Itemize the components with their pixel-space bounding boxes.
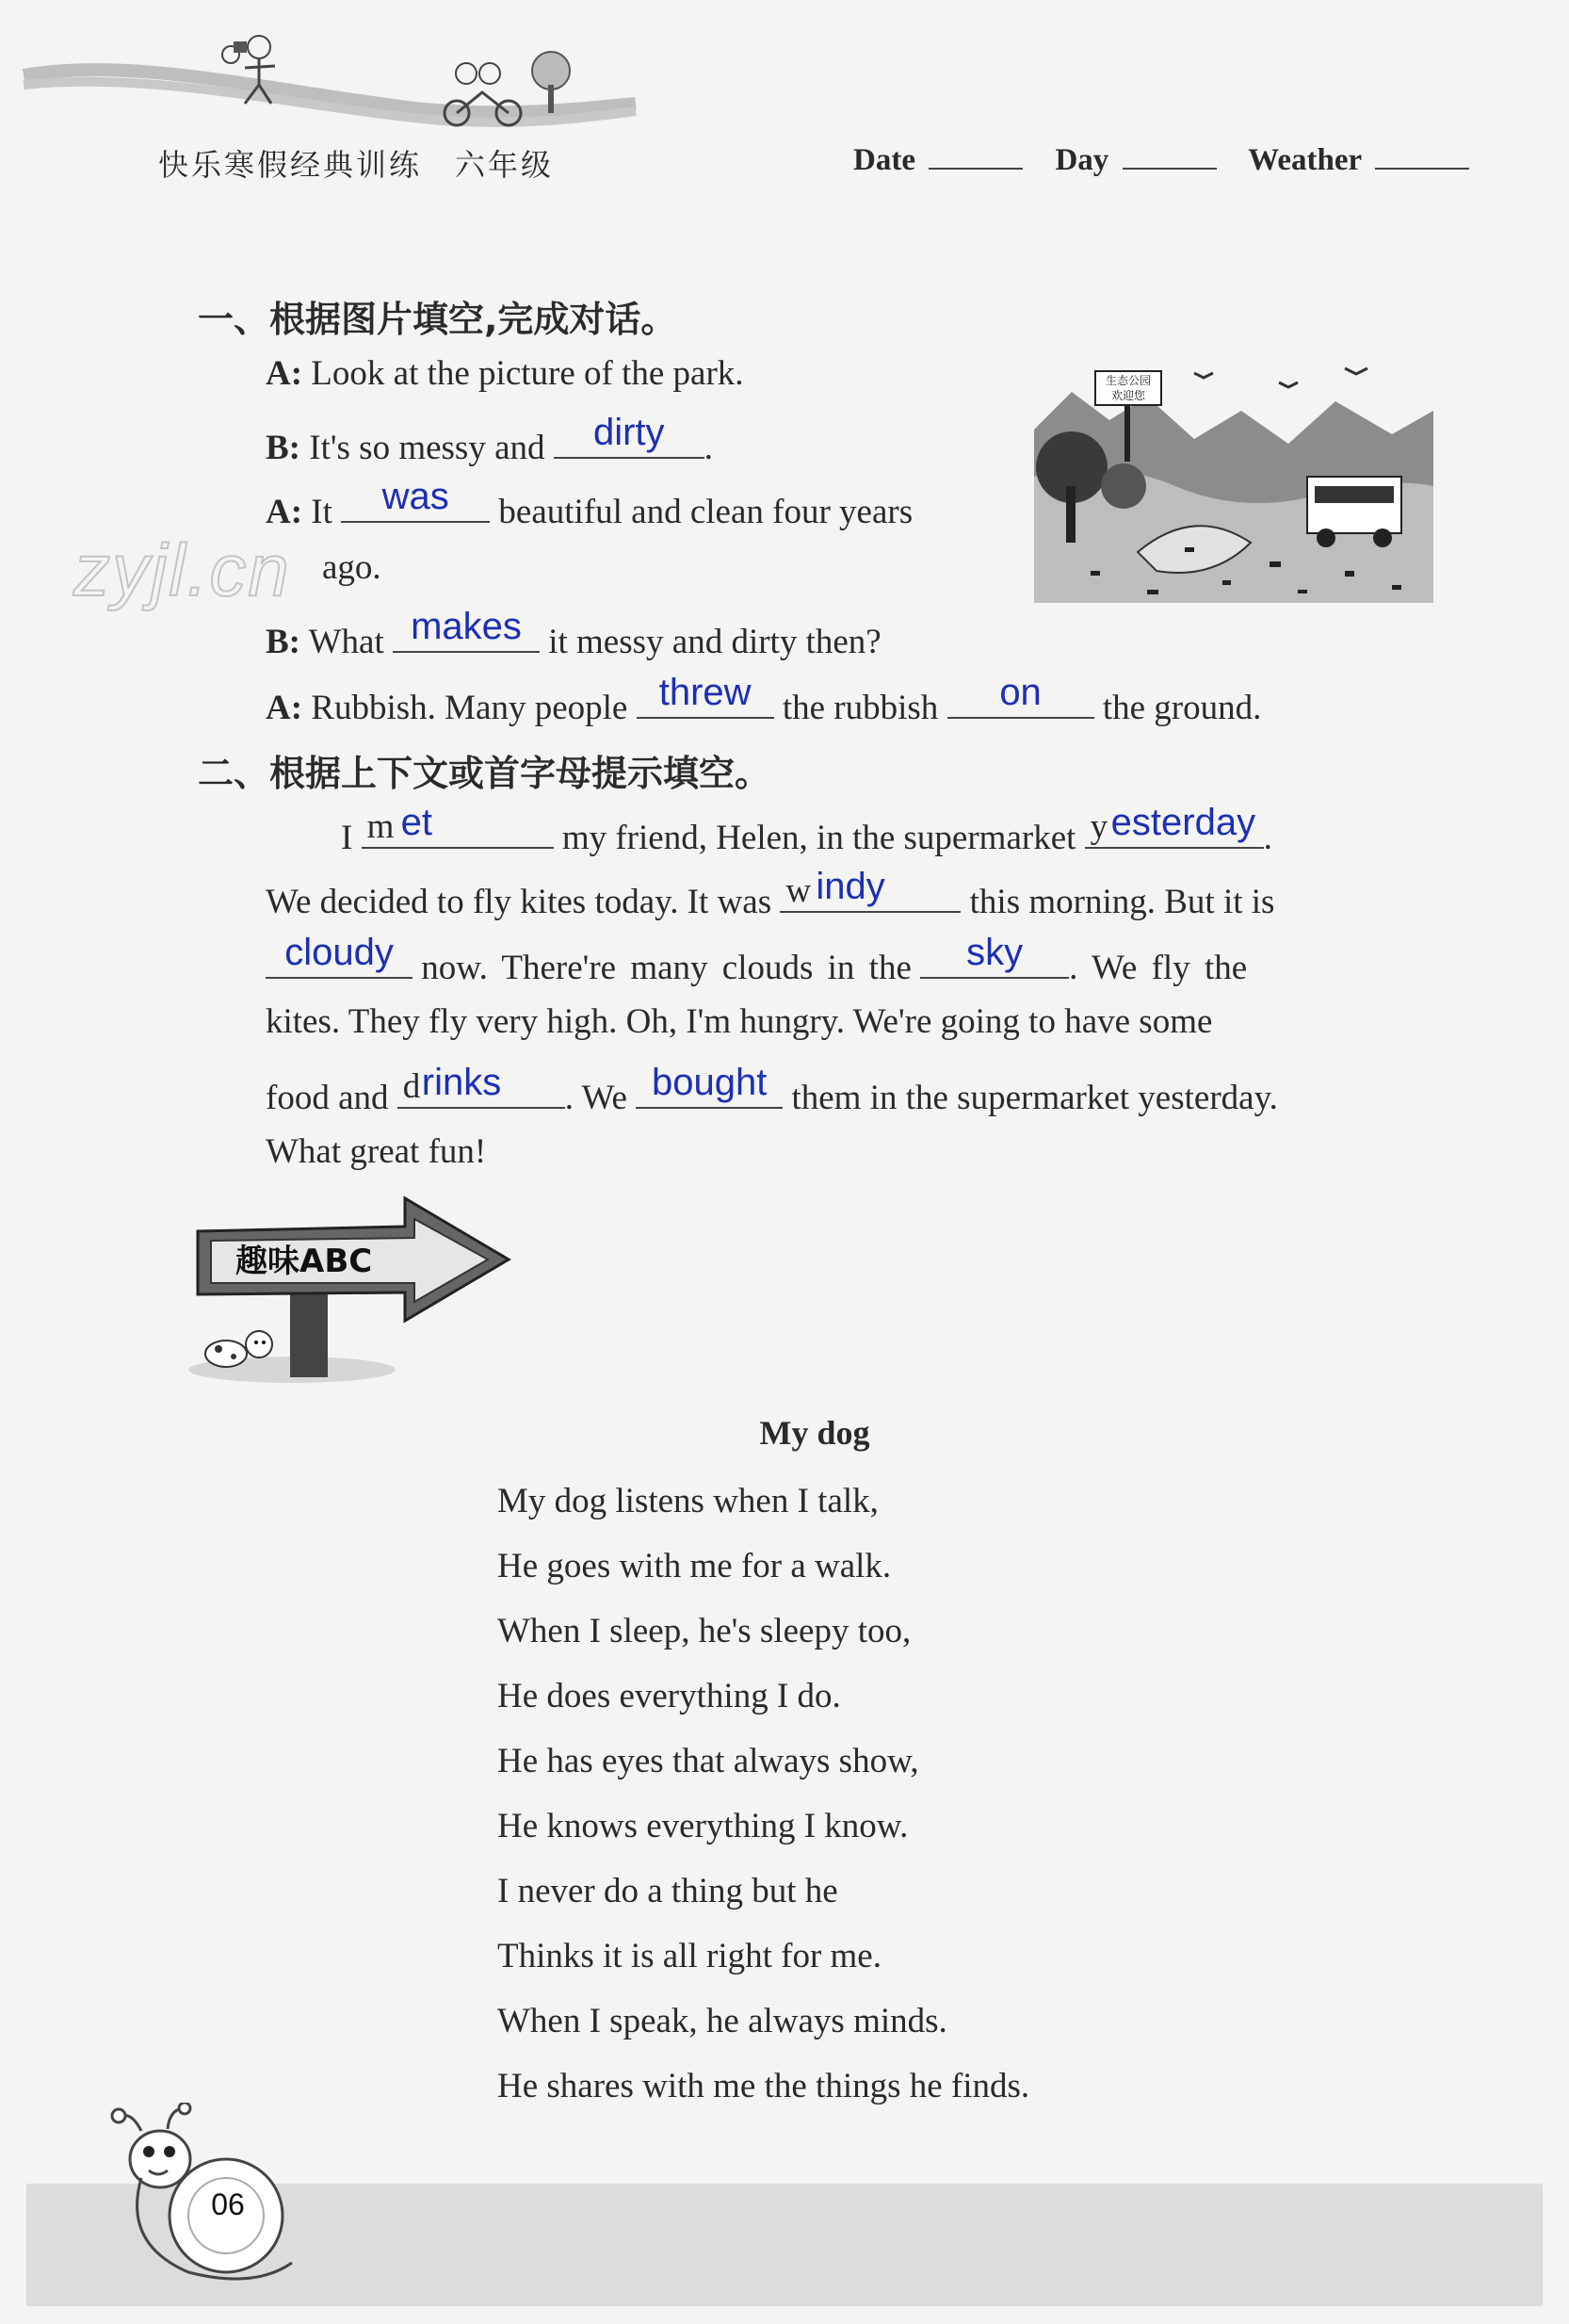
- passage-line-4: kites. They fly very high. Oh, I'm hungry. We're going to have some: [266, 1002, 1213, 1041]
- answer-blank[interactable]: [947, 671, 1094, 719]
- answer-blank[interactable]: [554, 411, 704, 459]
- dialogue-text: beautiful and clean four years: [498, 492, 914, 531]
- fun-abc-label: 趣味ABC: [235, 1243, 373, 1280]
- page-number: 06: [211, 2187, 245, 2221]
- answer-text: dirty: [592, 411, 665, 453]
- poem-line: When I sleep, he's sleepy too,: [497, 1612, 912, 1650]
- speaker: A:: [266, 354, 303, 393]
- fun-abc-signpost: [188, 1189, 518, 1387]
- hint-letter: w: [785, 870, 812, 910]
- dialogue-line-1: [266, 356, 744, 391]
- passage-text: them in the supermarket yesterday.: [791, 1078, 1278, 1117]
- answer-text: indy: [816, 865, 885, 907]
- header-illustration: [19, 19, 640, 151]
- dialogue-text: .: [704, 428, 713, 467]
- hint-letter: m: [366, 806, 395, 846]
- answer-text: rinks: [421, 1061, 502, 1103]
- dialogue-text: It: [311, 492, 332, 531]
- dialogue-text: Look at the picture of the park.: [311, 354, 744, 393]
- answer-text: cloudy: [284, 931, 394, 973]
- park-sign-line2: 欢迎您: [1110, 389, 1146, 402]
- passage-line-3: [266, 931, 1248, 987]
- passage-text: this morning. But it is: [969, 882, 1275, 921]
- header-fields: [853, 141, 1469, 178]
- answer-blank[interactable]: [636, 1061, 783, 1109]
- weather-label: Weather: [1248, 143, 1362, 177]
- passage-text: .: [1263, 818, 1272, 857]
- dialogue-text: It's so messy and: [309, 428, 545, 467]
- poem-line: He goes with me for a walk.: [497, 1547, 892, 1585]
- passage-line-6: What great fun!: [266, 1132, 487, 1171]
- weather-field: [1375, 141, 1469, 170]
- passage-text: . We: [564, 1078, 627, 1117]
- watermark: zyjl.cn: [73, 528, 291, 611]
- poem-line: He shares with me the things he finds.: [497, 2067, 1030, 2105]
- poem-line: I never do a thing but he: [497, 1872, 838, 1910]
- poem-line: He has eyes that always show,: [497, 1742, 919, 1780]
- dialogue-line-4: [266, 605, 882, 661]
- answer-text: esterday: [1110, 801, 1256, 843]
- answer-text: sky: [966, 931, 1024, 973]
- answer-text: et: [400, 801, 432, 843]
- poem-line: He knows everything I know.: [497, 1807, 909, 1845]
- answer-text: makes: [411, 605, 522, 647]
- park-picture: [1034, 354, 1433, 603]
- poem-title: My dog: [759, 1414, 870, 1452]
- dialogue-line-2: [266, 411, 713, 467]
- dialogue-line-5: [266, 671, 1262, 727]
- dialogue-text: What: [308, 622, 384, 661]
- answer-blank[interactable]: [1085, 801, 1264, 849]
- hint-letter: d: [402, 1066, 421, 1106]
- passage-text: now. There're many clouds in the: [421, 948, 912, 987]
- answer-text: bought: [652, 1061, 768, 1103]
- speaker: B:: [266, 622, 300, 661]
- answer-blank[interactable]: [341, 475, 490, 523]
- passage-text: I: [341, 818, 353, 857]
- dialogue-text: the ground.: [1102, 688, 1262, 727]
- poem-line: Thinks it is all right for me.: [497, 1937, 882, 1975]
- dialogue-text: the rubbish: [782, 688, 939, 727]
- passage-text: food and: [266, 1078, 389, 1117]
- poem-line: When I speak, he always minds.: [497, 2002, 947, 2040]
- answer-blank[interactable]: [780, 865, 961, 913]
- answer-text: threw: [658, 671, 752, 713]
- answer-blank[interactable]: [397, 1061, 565, 1109]
- poem-line: He does everything I do.: [497, 1677, 841, 1715]
- answer-blank[interactable]: [920, 931, 1069, 979]
- passage-line-1: [341, 801, 1272, 857]
- day-field: [1123, 141, 1217, 170]
- date-label: Date: [853, 143, 915, 177]
- dialogue-text: Rubbish. Many people: [311, 688, 628, 727]
- dialogue-line-3-cont: ago.: [322, 548, 381, 587]
- speaker: B:: [266, 428, 300, 467]
- poem-line: My dog listens when I talk,: [497, 1482, 879, 1520]
- section1-title: 一、根据图片填空,完成对话。: [198, 299, 677, 340]
- speaker: A:: [266, 688, 303, 727]
- passage-line-5: [266, 1061, 1278, 1117]
- passage-text: my friend, Helen, in the supermarket: [561, 818, 1076, 857]
- section2-title: 二、根据上下文或首字母提示填空。: [198, 753, 771, 794]
- book-title: 快乐寒假经典训练 六年级: [158, 147, 555, 183]
- day-label: Day: [1055, 143, 1109, 177]
- answer-blank[interactable]: [362, 801, 554, 849]
- park-sign-line1: 生态公园: [1105, 374, 1152, 387]
- answer-blank[interactable]: [393, 605, 540, 653]
- dialogue-text: it messy and dirty then?: [548, 622, 882, 661]
- answer-text: on: [999, 671, 1042, 713]
- answer-blank[interactable]: [637, 671, 774, 719]
- speaker: A:: [266, 492, 303, 531]
- dialogue-line-3: [266, 475, 914, 531]
- passage-text: We decided to fly kites today. It was: [266, 882, 772, 921]
- hint-letter: y: [1090, 806, 1108, 846]
- answer-text: was: [381, 475, 449, 517]
- answer-blank[interactable]: [266, 931, 412, 979]
- passage-text: . We fly the: [1069, 948, 1248, 987]
- passage-line-2: [266, 865, 1275, 921]
- date-field: [929, 141, 1023, 170]
